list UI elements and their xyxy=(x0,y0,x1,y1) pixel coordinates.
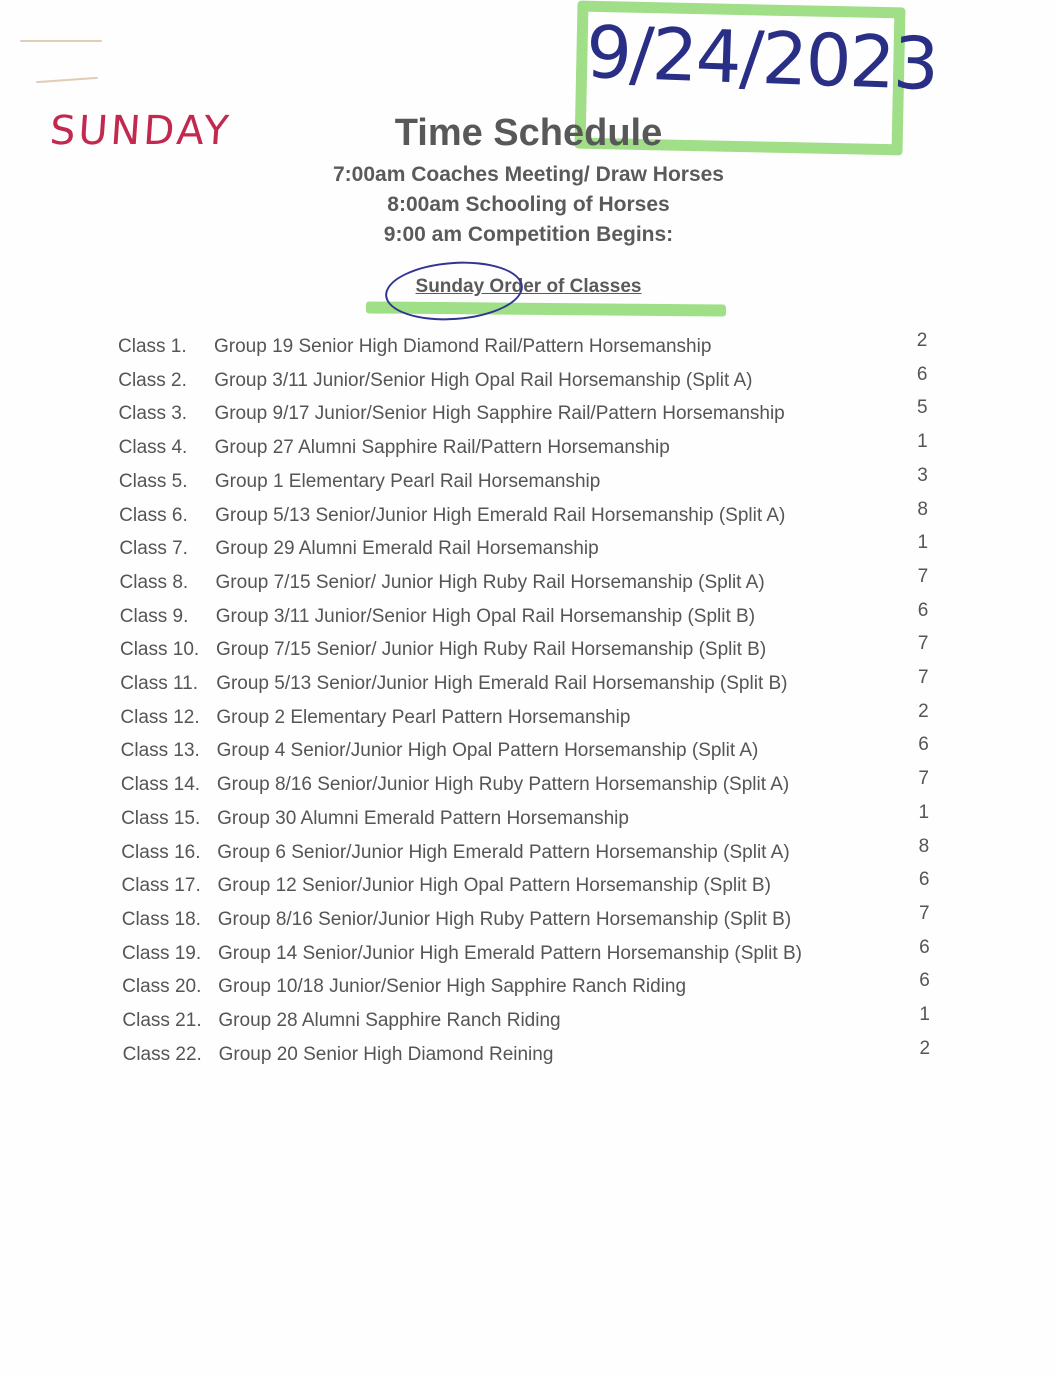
class-entry-count: 7 xyxy=(917,565,929,587)
class-entry-count: 3 xyxy=(917,464,928,486)
class-entry-count: 6 xyxy=(917,599,929,621)
class-description: Group 9/17 Junior/Senior High Sapphire Rail/Pattern Horsemanship xyxy=(214,403,785,425)
class-entry-count: 6 xyxy=(918,734,929,756)
class-row xyxy=(0,801,1057,838)
class-description: Group 14 Senior/Junior High Emerald Pattern Horsemanship (Split B) xyxy=(217,942,802,964)
class-number: Class 8. xyxy=(119,571,189,593)
class-entry-count: 5 xyxy=(916,397,928,419)
class-description: Group 30 Alumni Emerald Pattern Horsemanship xyxy=(217,807,629,829)
class-entry-count: 2 xyxy=(919,1037,931,1059)
class-number: Class 18. xyxy=(121,908,201,930)
class-row xyxy=(0,330,1057,366)
class-entry-count: 6 xyxy=(916,363,928,385)
class-number: Class 22. xyxy=(122,1043,202,1065)
class-row xyxy=(0,700,1057,737)
class-description: Group 5/13 Senior/Junior High Emerald Rail Horsemanship (Split A) xyxy=(215,504,786,526)
class-row xyxy=(0,599,1057,636)
class-row xyxy=(0,667,1057,703)
class-entry-count: 7 xyxy=(918,667,929,688)
class-entry-count: 6 xyxy=(919,936,930,958)
class-entry-count: 8 xyxy=(918,835,930,857)
class-number: Class 21. xyxy=(122,1010,202,1031)
class-entry-count: 7 xyxy=(918,902,930,924)
page-title: Time Schedule xyxy=(394,112,663,154)
schedule-line: 7:00am Coaches Meeting/ Draw Horses xyxy=(333,163,724,186)
class-description: Group 7/15 Senior/ Junior High Ruby Rail Horsemanship (Split A) xyxy=(215,571,765,593)
class-entry-count: 1 xyxy=(917,532,929,554)
class-row xyxy=(0,936,1057,973)
class-row xyxy=(0,498,1057,535)
class-number: Class 11. xyxy=(120,673,198,694)
schedule-line: 9:00 am Competition Begins: xyxy=(383,223,674,246)
class-entry-count: 1 xyxy=(919,1004,930,1025)
handwritten-day: SUNDAY xyxy=(48,108,233,154)
class-number: Class 5. xyxy=(118,470,188,492)
class-row xyxy=(0,734,1057,770)
class-description: Group 20 Senior High Diamond Reining xyxy=(218,1043,554,1065)
class-description: Group 7/15 Senior/ Junior High Ruby Rail Horsemanship (Split B) xyxy=(215,639,767,661)
class-description: Group 29 Alumni Emerald Rail Horsemanship xyxy=(215,538,599,560)
class-description: Group 19 Senior High Diamond Rail/Pattern Horsemanship xyxy=(214,336,712,357)
class-description: Group 4 Senior/Junior High Opal Pattern Horsemanship (Split A) xyxy=(216,740,759,762)
class-row xyxy=(0,1004,1057,1040)
class-description: Group 1 Elementary Pearl Rail Horsemanship xyxy=(214,470,601,492)
class-description: Group 3/11 Junior/Senior High Opal Rail Horsemanship (Split A) xyxy=(214,369,753,391)
class-number: Class 9. xyxy=(119,605,189,627)
class-number: Class 2. xyxy=(118,369,187,391)
class-number: Class 19. xyxy=(121,942,202,964)
class-number: Class 4. xyxy=(118,437,188,459)
class-description: Group 3/11 Junior/Senior High Opal Rail Horsemanship (Split B) xyxy=(215,605,756,627)
class-entry-count: 1 xyxy=(917,431,928,453)
class-row xyxy=(0,970,1057,1006)
scan-mark xyxy=(36,77,98,83)
class-row xyxy=(0,1037,1057,1074)
class-number: Class 15. xyxy=(121,807,201,829)
class-description: Group 6 Senior/Junior High Emerald Pattern Horsemanship (Split A) xyxy=(217,841,790,863)
class-entry-count: 7 xyxy=(918,768,929,790)
class-row xyxy=(0,431,1057,467)
class-description: Group 2 Elementary Pearl Pattern Horsemanship xyxy=(216,706,631,728)
class-row xyxy=(0,532,1057,568)
class-description: Group 5/13 Senior/Junior High Emerald Rail Horsemanship (Split B) xyxy=(216,673,788,694)
class-row xyxy=(0,397,1057,433)
class-entry-count: 2 xyxy=(918,700,929,722)
class-number: Class 20. xyxy=(122,976,202,998)
class-number: Class 7. xyxy=(119,538,188,560)
class-entry-count: 1 xyxy=(918,801,930,823)
class-number: Class 16. xyxy=(121,841,201,863)
class-number: Class 14. xyxy=(120,774,201,796)
subheading: Sunday Order of Classes xyxy=(415,276,642,297)
class-entry-count: 2 xyxy=(916,330,928,351)
class-description: Group 8/16 Senior/Junior High Ruby Pattern Horsemanship (Split A) xyxy=(216,774,790,796)
class-row xyxy=(0,768,1057,804)
class-number: Class 10. xyxy=(119,639,200,661)
class-description: Group 28 Alumni Sapphire Ranch Riding xyxy=(218,1010,561,1031)
class-entry-count: 6 xyxy=(919,970,930,992)
class-row xyxy=(0,565,1057,602)
class-description: Group 10/18 Junior/Senior High Sapphire Ranch Riding xyxy=(218,976,687,998)
class-number: Class 3. xyxy=(118,403,188,425)
class-description: Group 12 Senior/Junior High Opal Pattern Horsemanship (Split B) xyxy=(217,875,771,897)
class-row xyxy=(0,464,1057,501)
class-number: Class 6. xyxy=(119,504,188,526)
class-number: Class 17. xyxy=(121,875,201,897)
class-description: Group 8/16 Senior/Junior High Ruby Pattern Horsemanship (Split B) xyxy=(217,908,792,930)
class-number: Class 13. xyxy=(120,740,200,762)
class-entry-count: 6 xyxy=(918,869,930,891)
class-entry-count: 7 xyxy=(917,633,929,655)
class-row xyxy=(0,902,1057,939)
handwritten-date: 9/24/2023 xyxy=(584,9,939,107)
scan-mark xyxy=(20,40,102,42)
class-row xyxy=(0,363,1057,400)
class-row xyxy=(0,633,1057,669)
schedule-line: 8:00am Schooling of Horses xyxy=(387,193,670,216)
class-description: Group 27 Alumni Sapphire Rail/Pattern Horsemanship xyxy=(214,437,670,459)
class-row xyxy=(0,869,1057,905)
class-entry-count: 8 xyxy=(917,498,928,520)
class-row xyxy=(0,835,1057,872)
class-number: Class 12. xyxy=(120,706,200,728)
class-number: Class 1. xyxy=(118,336,187,357)
